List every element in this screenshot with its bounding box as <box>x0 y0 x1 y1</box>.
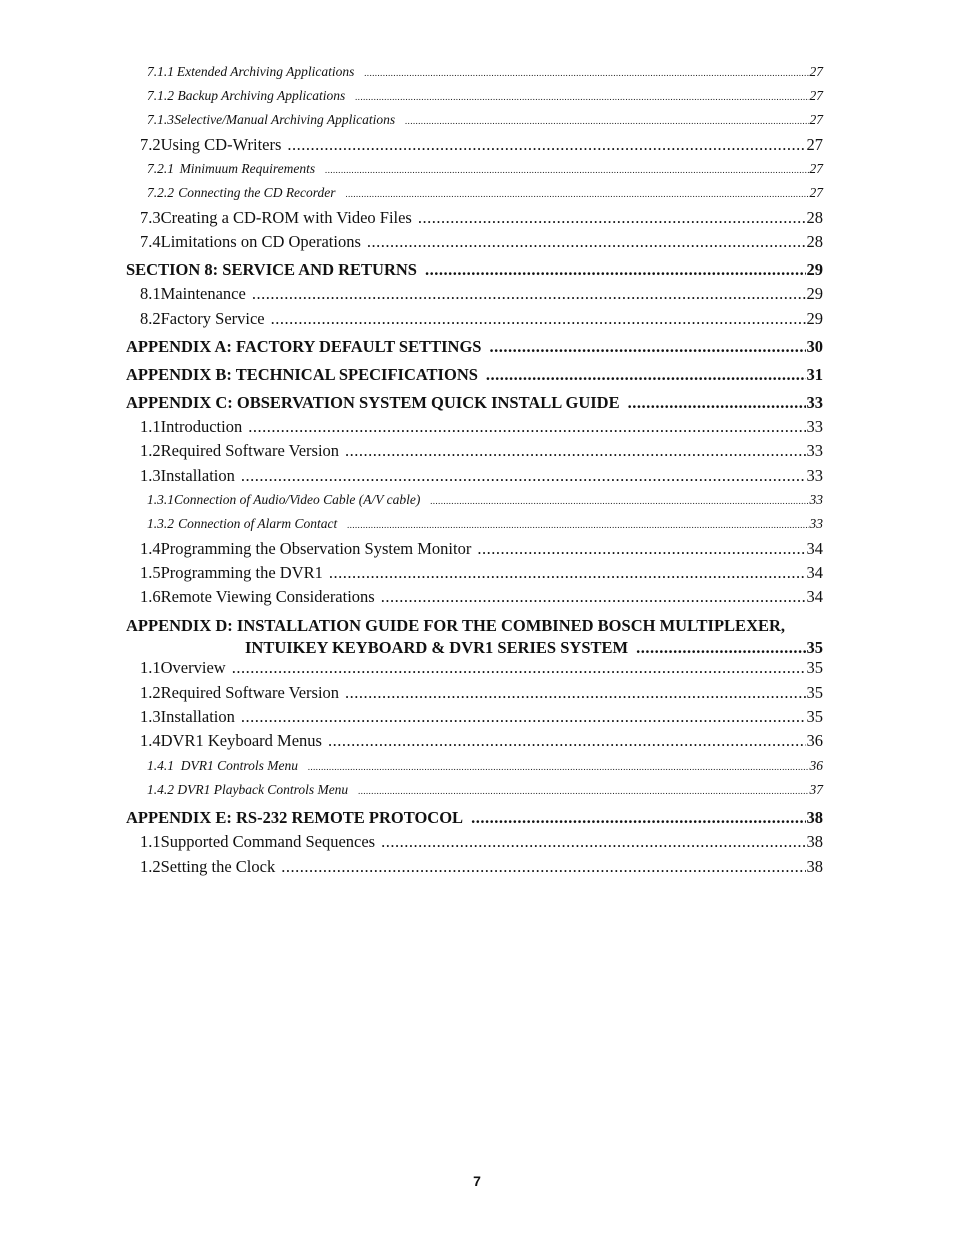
toc-entry-title: Factory Service <box>160 309 265 328</box>
toc-entry-title: APPENDIX A: FACTORY DEFAULT SETTINGS <box>126 337 482 356</box>
toc-entry-page: 34 <box>806 563 823 582</box>
toc-entry-number: 1.4.2 <box>147 782 174 797</box>
dot-leader <box>367 232 806 252</box>
dot-leader <box>381 832 805 852</box>
toc-subentry[interactable] <box>147 161 823 177</box>
toc-entry-page: 35 <box>806 658 823 677</box>
dot-leader <box>430 492 808 508</box>
toc-section-heading[interactable] <box>126 337 823 357</box>
toc-entry-page: 36 <box>809 758 823 773</box>
toc-entry-number: 1.3 <box>140 707 161 726</box>
toc-entry-number: 7.2.1 <box>147 161 174 176</box>
toc-entry-number: 1.3 <box>140 466 161 485</box>
dot-leader <box>364 64 808 80</box>
toc-entry-appendix[interactable] <box>126 616 823 658</box>
dot-leader <box>241 707 806 727</box>
toc-entry-page: 38 <box>806 808 823 827</box>
dot-leader <box>381 587 806 607</box>
toc-entry-page: 29 <box>806 309 823 328</box>
toc-entry-page: 29 <box>806 284 823 303</box>
toc-entry-page: 28 <box>806 232 823 251</box>
toc-entry-page: 33 <box>806 441 823 460</box>
dot-leader <box>345 441 805 461</box>
toc-entry-title-continued: INTUIKEY KEYBOARD & DVR1 SERIES SYSTEM <box>245 638 629 657</box>
toc-entry-page: 37 <box>809 782 823 797</box>
toc-entry[interactable] <box>140 832 823 852</box>
toc-entry[interactable] <box>140 135 823 155</box>
toc-entry-title: Limitations on CD Operations <box>160 232 361 251</box>
toc-entry[interactable] <box>140 309 823 329</box>
toc-entry-number: 1.3.1 <box>147 492 174 507</box>
dot-leader <box>241 466 806 486</box>
toc-entry-page: 34 <box>806 587 823 606</box>
toc-entry-title: Setting the Clock <box>160 857 276 876</box>
toc-entry-page: 35 <box>806 707 823 726</box>
toc-entry-title: APPENDIX C: OBSERVATION SYSTEM QUICK INSTALL GUIDE <box>126 393 620 412</box>
dot-leader <box>628 393 806 413</box>
toc-entry-title: Minimuum Requirements <box>179 161 316 176</box>
dot-leader <box>281 857 805 877</box>
toc-entry-page: 33 <box>809 516 823 531</box>
toc-entry-title: Installation <box>160 707 235 726</box>
toc-subentry[interactable] <box>147 185 823 201</box>
toc-section-heading[interactable] <box>126 260 823 280</box>
toc-entry-title: Supported Command Sequences <box>160 832 376 851</box>
toc-entry-number: 7.3 <box>140 208 161 227</box>
toc-entry-title: Connecting the CD Recorder <box>178 185 336 200</box>
toc-entry-title: Programming the Observation System Monitor <box>160 539 472 558</box>
toc-entry-page: 28 <box>806 208 823 227</box>
toc-subentry[interactable] <box>147 492 823 508</box>
toc-entry-title: APPENDIX D: INSTALLATION GUIDE FOR THE COMBINED BOSCH MULTIPLEXER, <box>126 616 786 635</box>
toc-subentry[interactable] <box>147 112 823 128</box>
toc-entry-number: 7.4 <box>140 232 161 251</box>
toc-entry-title: Required Software Version <box>160 683 340 702</box>
dot-leader <box>329 563 806 583</box>
dot-leader <box>477 539 805 559</box>
toc-entry-number: 1.4 <box>140 539 161 558</box>
toc-entry[interactable] <box>140 539 823 559</box>
dot-leader <box>358 782 808 798</box>
toc-subentry[interactable] <box>147 88 823 104</box>
toc-entry-number: 7.1.3 <box>147 112 174 127</box>
toc-entry-page: 33 <box>806 417 823 436</box>
toc-entry-title: APPENDIX E: RS-232 REMOTE PROTOCOL <box>126 808 464 827</box>
toc-entry-title: Backup Archiving Applications <box>177 88 346 103</box>
toc-entry-title: Installation <box>160 466 235 485</box>
toc-section-heading[interactable] <box>126 808 823 828</box>
page-number: 7 <box>473 1173 481 1189</box>
toc-entry-page: 33 <box>809 492 823 507</box>
toc-entry-title: Extended Archiving Applications <box>176 64 355 79</box>
toc-entry-page: 27 <box>809 64 823 79</box>
toc-section-heading[interactable] <box>126 393 823 413</box>
toc-entry-title: SECTION 8: SERVICE AND RETURNS <box>126 260 417 279</box>
toc-entry-title: DVR1 Controls Menu <box>180 758 298 773</box>
dot-leader <box>636 638 806 658</box>
dot-leader <box>347 516 808 532</box>
dot-leader <box>308 758 809 774</box>
toc-entry-number: 7.1.2 <box>147 88 174 103</box>
toc-entry-title: Maintenance <box>160 284 246 303</box>
dot-leader <box>287 135 805 155</box>
toc-entry[interactable] <box>140 232 823 252</box>
toc-entry-title: Connection of Audio/Video Cable (A/V cable) <box>174 492 421 507</box>
toc-entry-number: 1.5 <box>140 563 161 582</box>
dot-leader <box>486 365 806 385</box>
toc-entry[interactable] <box>140 441 823 461</box>
toc-entry[interactable] <box>140 857 823 877</box>
toc-entry-number: 1.3.2 <box>147 516 174 531</box>
toc-entry[interactable] <box>140 658 823 678</box>
toc-entry-page: 29 <box>806 260 823 279</box>
toc-entry-page: 27 <box>809 185 823 200</box>
toc-entry-page: 38 <box>806 832 823 851</box>
toc-entry-number: 1.6 <box>140 587 161 606</box>
toc-entry-title: DVR1 Keyboard Menus <box>160 731 322 750</box>
toc-entry-page: 38 <box>806 857 823 876</box>
toc-entry-page: 35 <box>806 638 823 657</box>
toc-entry-title: Programming the DVR1 <box>160 563 323 582</box>
toc-entry-page: 27 <box>806 135 823 154</box>
toc-entry[interactable] <box>140 417 823 437</box>
toc-entry-title: Required Software Version <box>160 441 340 460</box>
toc-entry[interactable] <box>140 563 823 583</box>
toc-entry-number: 1.4.1 <box>147 758 174 773</box>
toc-entry[interactable] <box>140 707 823 727</box>
dot-leader <box>471 808 805 828</box>
toc-subentry[interactable] <box>147 782 823 798</box>
toc-entry-number: 1.1 <box>140 417 161 436</box>
toc-entry-page: 33 <box>806 393 823 412</box>
toc-entry-page: 27 <box>809 88 823 103</box>
toc-entry[interactable] <box>140 284 823 304</box>
toc-entry-number: 7.2.2 <box>147 185 174 200</box>
toc-entry-page: 33 <box>806 466 823 485</box>
toc-entry[interactable] <box>140 731 823 751</box>
dot-leader <box>232 658 806 678</box>
toc-entry-number: 1.2 <box>140 857 161 876</box>
toc-entry-number: 1.4 <box>140 731 161 750</box>
toc-entry-number: 7.1.1 <box>147 64 174 79</box>
toc-entry-number: 1.2 <box>140 683 161 702</box>
dot-leader <box>345 683 805 703</box>
toc-entry-number: 1.2 <box>140 441 161 460</box>
toc-entry-title: DVR1 Playback Controls Menu <box>177 782 349 797</box>
toc-entry-title: Remote Viewing Considerations <box>160 587 375 606</box>
toc-entry[interactable] <box>140 208 823 228</box>
toc-entry-title: Connection of Alarm Contact <box>178 516 338 531</box>
dot-leader <box>405 112 808 128</box>
toc-entry-page: 27 <box>809 112 823 127</box>
toc-entry-number: 8.2 <box>140 309 161 328</box>
dot-leader <box>248 417 805 437</box>
dot-leader <box>489 337 805 357</box>
toc-entry[interactable] <box>140 683 823 703</box>
toc-entry-page: 35 <box>806 683 823 702</box>
toc-subentry[interactable] <box>147 64 823 80</box>
toc-entry-page: 36 <box>806 731 823 750</box>
toc-entry-page: 27 <box>809 161 823 176</box>
toc-entry-page: 31 <box>806 365 823 384</box>
dot-leader <box>271 309 806 329</box>
toc-entry-title: Creating a CD-ROM with Video Files <box>160 208 412 227</box>
dot-leader <box>355 88 808 104</box>
toc-entry[interactable] <box>140 466 823 486</box>
toc-section-heading[interactable] <box>126 365 823 385</box>
toc-entry-page: 34 <box>806 539 823 558</box>
toc-entry-title: Overview <box>160 658 226 677</box>
dot-leader <box>328 731 806 751</box>
dot-leader <box>325 161 808 177</box>
toc-entry-title: APPENDIX B: TECHNICAL SPECIFICATIONS <box>126 365 478 384</box>
dot-leader <box>418 208 806 228</box>
toc-entry-number: 8.1 <box>140 284 161 303</box>
toc-entry-number: 1.1 <box>140 832 161 851</box>
dot-leader <box>346 185 809 201</box>
toc-subentry[interactable] <box>147 758 823 774</box>
dot-leader <box>252 284 806 304</box>
toc-entry-page: 30 <box>806 337 823 356</box>
toc-subentry[interactable] <box>147 516 823 532</box>
toc-entry-title: Using CD-Writers <box>160 135 282 154</box>
toc-entry-title: Selective/Manual Archiving Applications <box>174 112 396 127</box>
dot-leader <box>425 260 806 280</box>
toc-entry[interactable] <box>140 587 823 607</box>
toc-entry-title: Introduction <box>160 417 243 436</box>
toc-entry-number: 7.2 <box>140 135 161 154</box>
toc-entry-number: 1.1 <box>140 658 161 677</box>
